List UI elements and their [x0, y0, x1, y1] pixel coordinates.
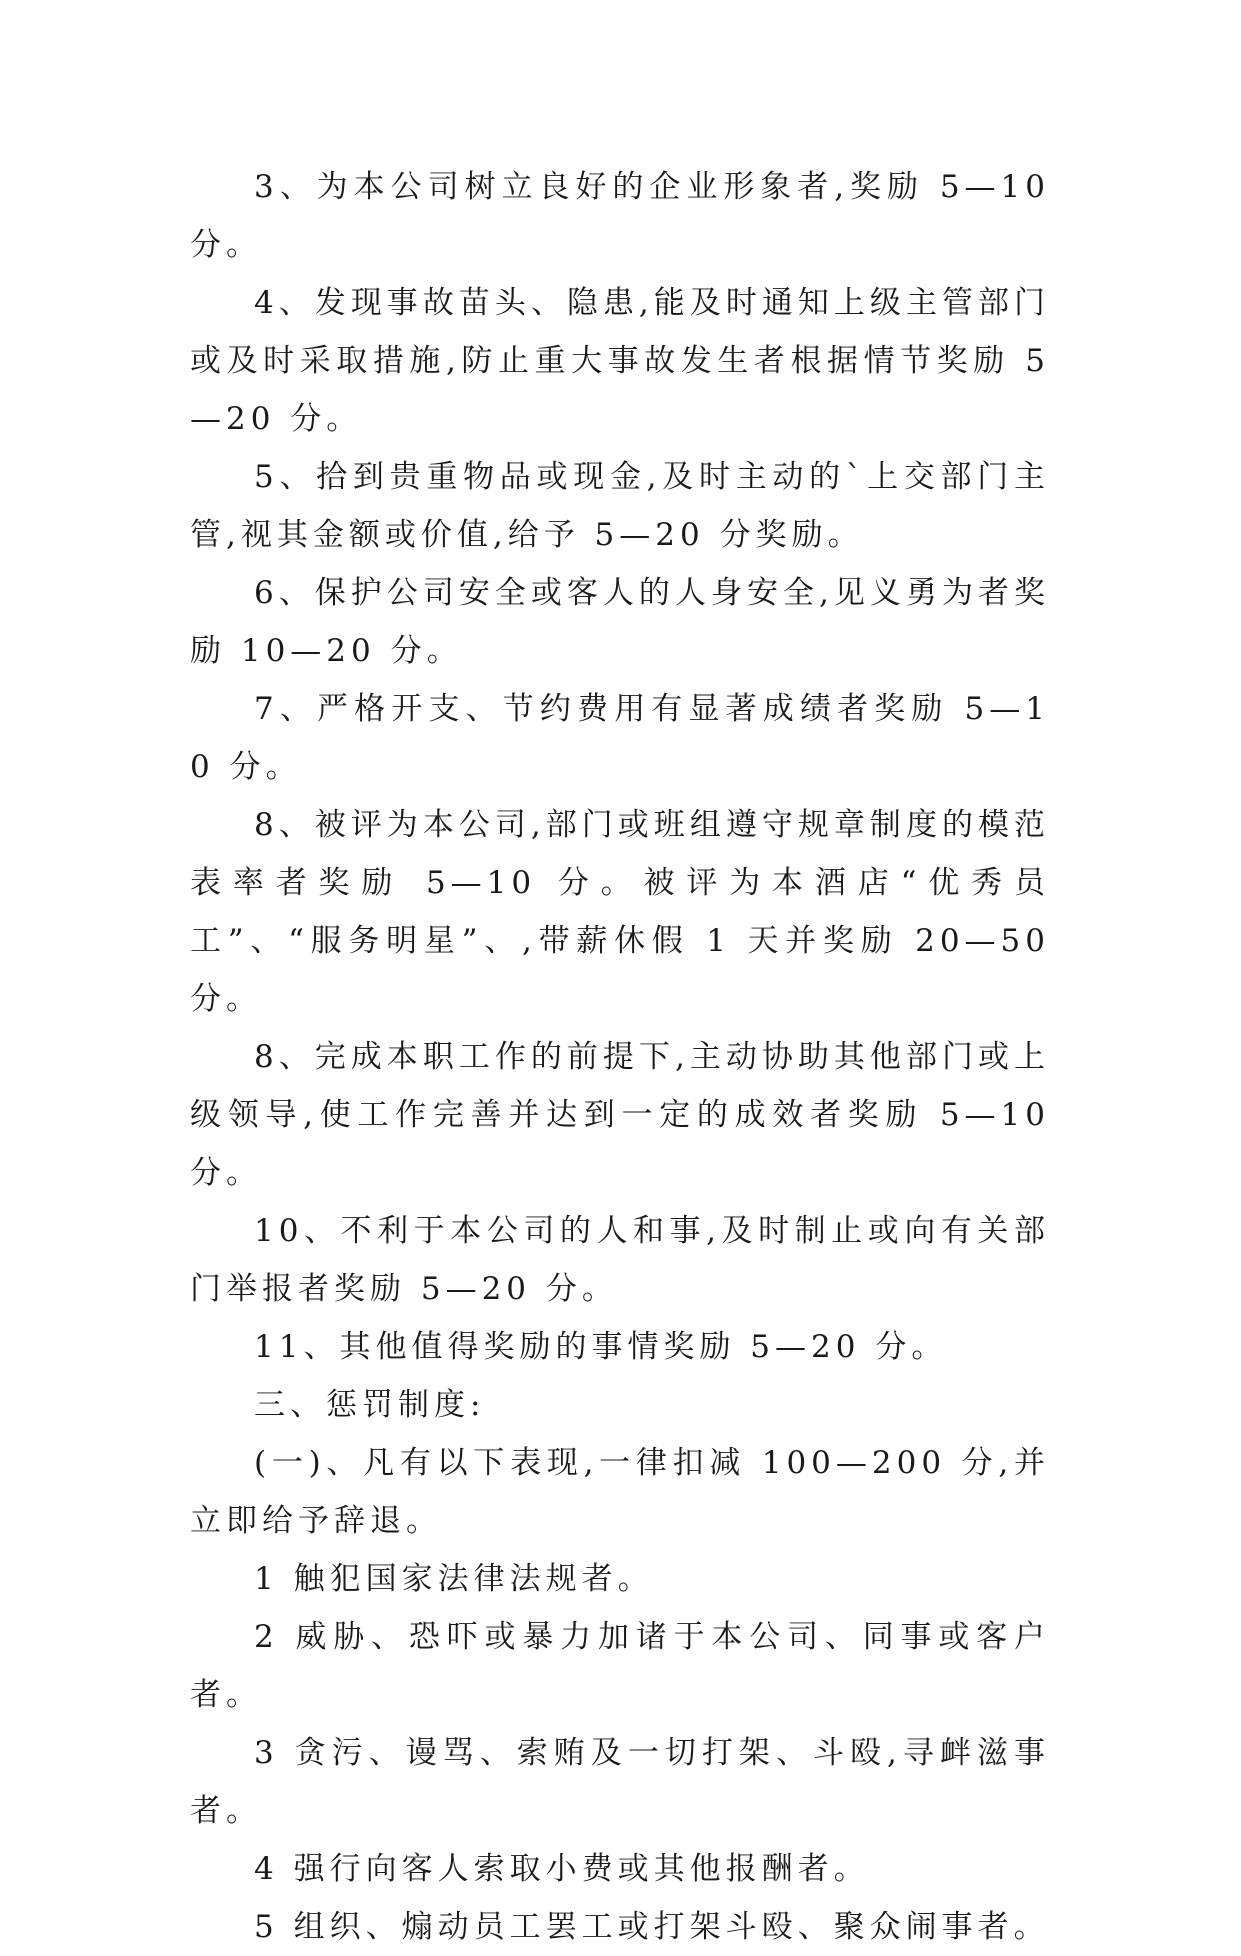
paragraph-reward-10: 10、不利于本公司的人和事,及时制止或向有关部门举报者奖励 5—20 分。: [190, 1213, 1050, 1307]
paragraph-reward-4: 4、发现事故苗头、隐患,能及时通知上级主管部门或及时采取措施,防止重大事故发生者根据情节奖励 5—20 分。: [190, 285, 1050, 437]
paragraph-penalty-intro: (一)、凡有以下表现,一律扣减 100—200 分,并立即给予辞退。: [190, 1445, 1050, 1539]
list-item-penalty-5: 5 组织、煽动员工罢工或打架斗殴、聚众闹事者。: [254, 1909, 1050, 1945]
paragraph-reward-8b: 8、完成本职工作的前提下,主动协助其他部门或上级领导,使工作完善并达到一定的成效者奖励 5—10 分。: [190, 1039, 1050, 1191]
paragraph-reward-3: 3、为本公司树立良好的企业形象者,奖励 5—10 分。: [190, 169, 1050, 263]
paragraph-reward-5: 5、拾到贵重物品或现金,及时主动的`上交部门主管,视其金额或价值,给予 5—20 分奖励。: [190, 459, 1050, 553]
paragraph-reward-11: 11、其他值得奖励的事情奖励 5—20 分。: [254, 1329, 948, 1365]
paragraph-reward-7: 7、严格开支、节约费用有显著成绩者奖励 5—10 分。: [190, 691, 1050, 785]
list-item-penalty-4: 4 强行向客人索取小费或其他报酬者。: [254, 1851, 870, 1887]
list-item-penalty-2: 2 威胁、恐吓或暴力加诸于本公司、同事或客户者。: [190, 1619, 1050, 1713]
list-item-penalty-1: 1 触犯国家法律法规者。: [254, 1561, 654, 1597]
list-item-penalty-3: 3 贪污、谩骂、索贿及一切打架、斗殴,寻衅滋事者。: [190, 1735, 1050, 1829]
document-body: [190, 158, 1050, 1956]
paragraph-reward-6: 6、保护公司安全或客人的人身安全,见义勇为者奖励 10—20 分。: [190, 575, 1050, 669]
paragraph-reward-8a: 8、被评为本公司,部门或班组遵守规章制度的模范表率者奖励 5—10 分。被评为本酒店“优秀员工”、“服务明星”、,带薪休假 1 天并奖励 20—50 分。: [190, 807, 1050, 1017]
section-heading-penalty: 三、惩罚制度:: [254, 1387, 486, 1423]
